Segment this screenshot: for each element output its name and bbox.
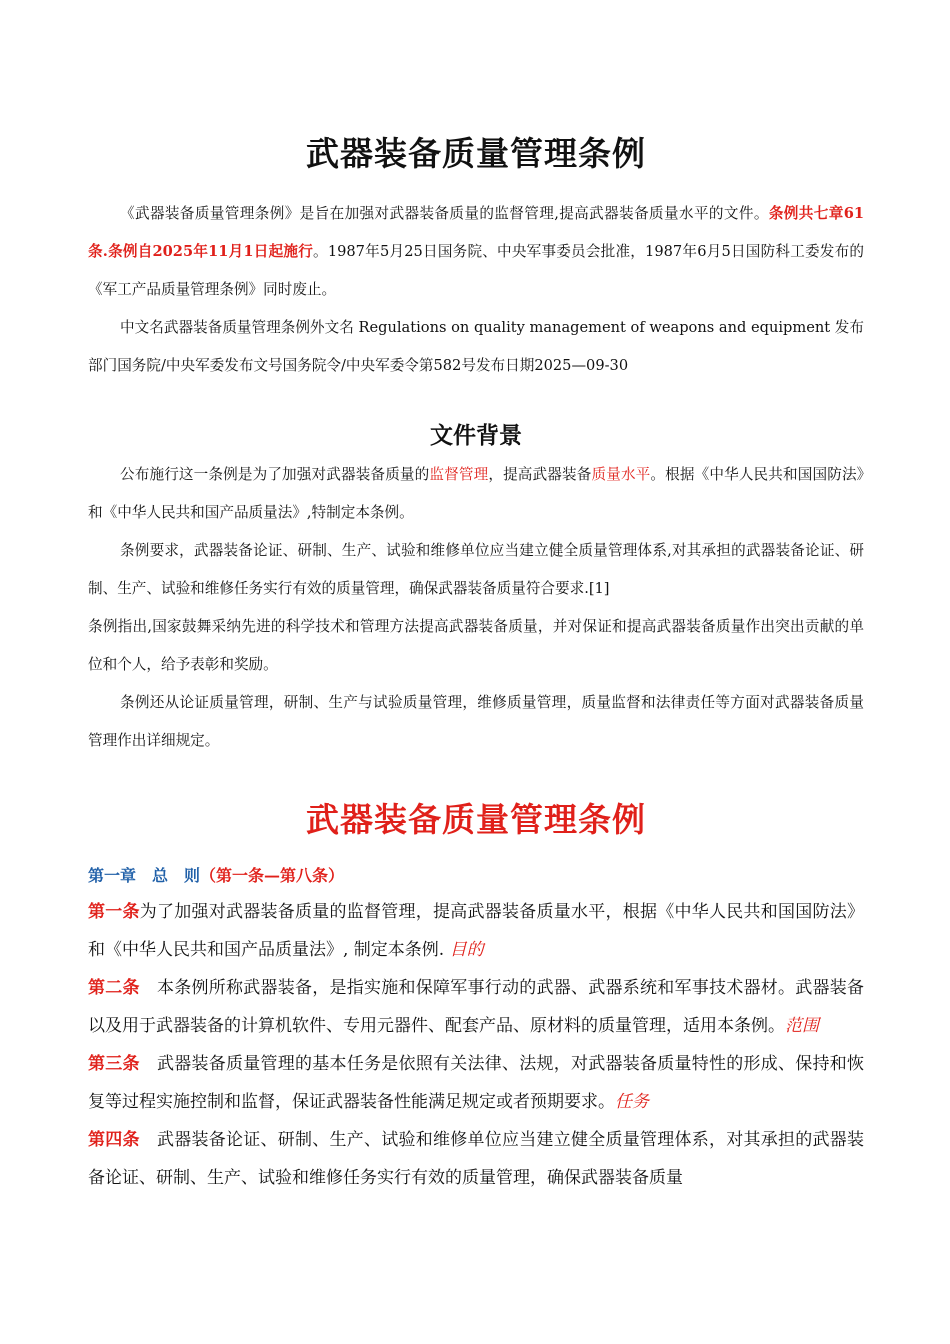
article-tag: 范围 — [785, 1016, 819, 1036]
background-paragraph-1 — [88, 456, 864, 532]
article-label: 第四条 — [88, 1130, 140, 1150]
background-paragraph-4: 条例还从论证质量管理，研制、生产与试验质量管理，维修质量管理，质量监督和法律责任等方面对武器装备质量管理作出详细规定。 — [88, 694, 864, 749]
intro-text: 《武器装备质量管理条例》是旨在加强对武器装备质量的监督管理,提高武器装备质量水平的文件。 — [120, 205, 769, 222]
article-4 — [88, 1121, 864, 1197]
article-2 — [88, 969, 864, 1045]
article-text: 本条例所称武器装备，是指实施和保障军事行动的武器、武器系统和军事技术器材。武器装备以及用于武器装备的计算机软件、专用元器件、配套产品、原材料的质量管理，适用本条例。 — [88, 978, 864, 1036]
article-text: 武器装备质量管理的基本任务是依照有关法律、法规，对武器装备质量特性的形成、保持和恢复等过程实施控制和监督，保证武器装备性能满足规定或者预期要求。 — [88, 1054, 864, 1112]
article-text: 为了加强对武器装备质量的监督管理，提高武器装备质量水平，根据《中华人民共和国国防法》和《中华人民共和国产品质量法》, 制定本条例. — [88, 902, 864, 960]
article-tag: 目的 — [449, 940, 484, 960]
background-paragraph-3: 条例指出,国家鼓舞采纳先进的科学技术和管理方法提高武器装备质量，并对保证和提高武器装备质量作出突出贡献的单位和个人，给予表彰和奖励。 — [88, 618, 864, 673]
bg-text: 。根据《中华人民共和国国防法》和《中华人民共和国产品质量法》,特制定本条例。 — [88, 466, 864, 521]
supervision-link[interactable]: 监督管理 — [429, 466, 489, 483]
bg-text: 公布施行这一条例是为了加强对武器装备质量的 — [120, 466, 430, 483]
article-3 — [88, 1045, 864, 1121]
article-1 — [88, 893, 864, 969]
background-heading: 文件背景 — [430, 423, 522, 449]
document-page — [88, 118, 864, 1197]
regulation-title: 武器装备质量管理条例 — [306, 800, 646, 839]
article-label: 第三条 — [88, 1054, 140, 1074]
quality-level-link[interactable]: 质量水平 — [591, 466, 651, 483]
intro-highlight: 条例共七章61条.条例自2025年11月1日起施行 — [88, 205, 864, 260]
intro-section — [88, 195, 864, 385]
intro-info-paragraph: 中文名武器装备质量管理条例外文名 Regulations on quality management of weapons and equipment 发布部门国务院/中央军委发布文号国务院令/中央军委令第582号发布日期2025—09-30 — [88, 319, 864, 374]
intro-text-after: 。1987年5月25日国务院、中央军事委员会批准，1987年6月5日国防科工委发布的《军工产品质量管理条例》同时废止。 — [88, 243, 864, 298]
article-label: 第二条 — [88, 978, 140, 998]
chapter-range: （第一条—第八条） — [200, 866, 345, 885]
articles-list — [88, 893, 864, 1197]
bg-text: ，提高武器装备 — [488, 466, 592, 483]
background-section — [88, 456, 864, 760]
chapter-heading — [88, 859, 864, 893]
article-tag: 任务 — [615, 1092, 649, 1112]
background-paragraph-2: 条例要求，武器装备论证、研制、生产、试验和维修单位应当建立健全质量管理体系,对其承担的武器装备论证、研制、生产、试验和维修任务实行有效的质量管理，确保武器装备质量符合要求.[1] — [88, 542, 864, 597]
document-title: 武器装备质量管理条例 — [306, 134, 646, 173]
intro-paragraph — [88, 195, 864, 309]
article-label: 第一条 — [88, 902, 140, 922]
chapter-label: 第一章 总 则 — [88, 866, 201, 885]
article-text: 武器装备论证、研制、生产、试验和维修单位应当建立健全质量管理体系，对其承担的武器装备论证、研制、生产、试验和维修任务实行有效的质量管理，确保武器装备质量 — [88, 1130, 864, 1188]
